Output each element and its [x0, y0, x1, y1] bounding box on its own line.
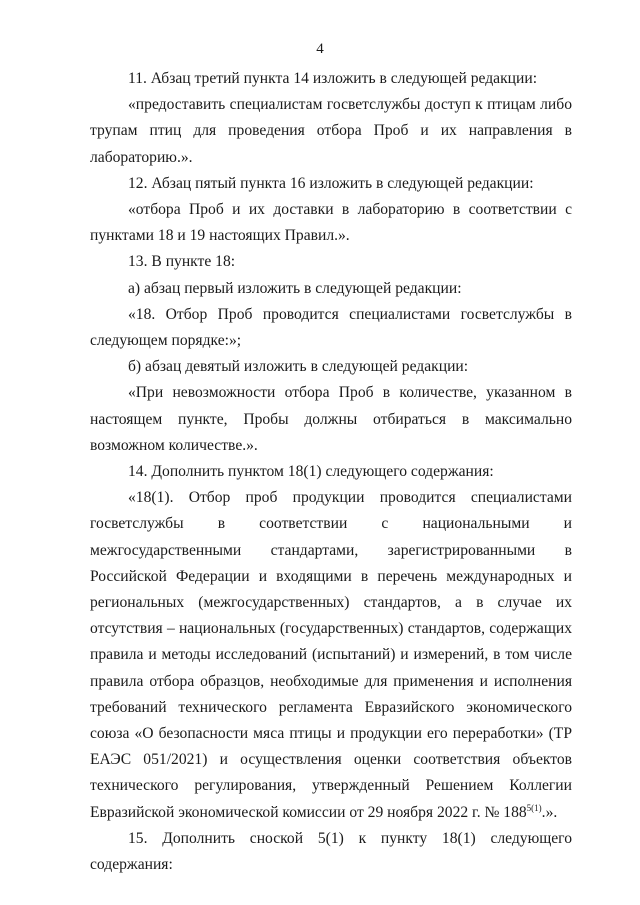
paragraph-11-quote: «предоставить специалистам госветслужбы доступ к птицам либо трупам птиц для проведения отбора Проб и их направления в лабораторию.».	[90, 96, 572, 166]
paragraph-14: 14. Дополнить пунктом 18(1) следующего содержания:	[128, 463, 494, 481]
page-number: 4	[316, 41, 324, 57]
paragraph-11: 11. Абзац третий пункта 14 изложить в следующей редакции:	[128, 70, 538, 87]
paragraph-15: 15. Дополнить сноской 5(1) к пункту 18(1) следующего содержания:	[90, 829, 572, 874]
paragraph-12-quote: «отбора Проб и их доставки в лабораторию в соответствии с пунктами 18 и 19 настоящих Правил.».	[90, 201, 572, 245]
paragraph-12: 12. Абзац пятый пункта 16 изложить в следующей редакции:	[128, 174, 534, 192]
paragraph-13-a-quote: «18. Отбор Проб проводится специалистами госветслужбы в следующем порядке:»;	[90, 305, 572, 350]
paragraph-13-b-quote: «При невозможности отбора Проб в количестве, указанном в настоящем пункте, Пробы должны отбираться в максимально возможном количестве.».	[90, 384, 572, 454]
paragraph-13: 13. В пункте 18:	[128, 253, 236, 271]
document-body	[90, 66, 572, 878]
footnote-reference: 5(1)	[526, 802, 542, 813]
paragraph-13-a: а) абзац первый изложить в следующей редакции:	[128, 279, 462, 297]
paragraph-14-quote-text: «18(1). Отбор проб продукции проводится специалистами госветслужбы в соответствии с национальными и межгосударственными стандартами, зарегистрированными в Российской Федерации и входящими в перечень международных и региональных (межгосударственных) стандартов, а в случае их отсутствия – национальных (государственных) стандартов, содержащих правила и методы исследований (испытаний) и измерений, в том числе правила отбора образцов, необходимые для применения и исполнения требований технического регламента Евразийского экономического союза «О безопасности мяса птицы и продукции его переработки» (ТР ЕАЭС 051/2021) и осуществления оценки соответствия объектов технического регулирования, утвержденный Решением Коллегии Евразийской экономической комиссии от 29 ноября 2022 г. № 188	[90, 489, 572, 821]
paragraph-14-quote	[90, 485, 572, 826]
paragraph-14-quote-tail: .».	[541, 803, 558, 821]
paragraph-13-b: б) абзац девятый изложить в следующей редакции:	[128, 358, 469, 376]
